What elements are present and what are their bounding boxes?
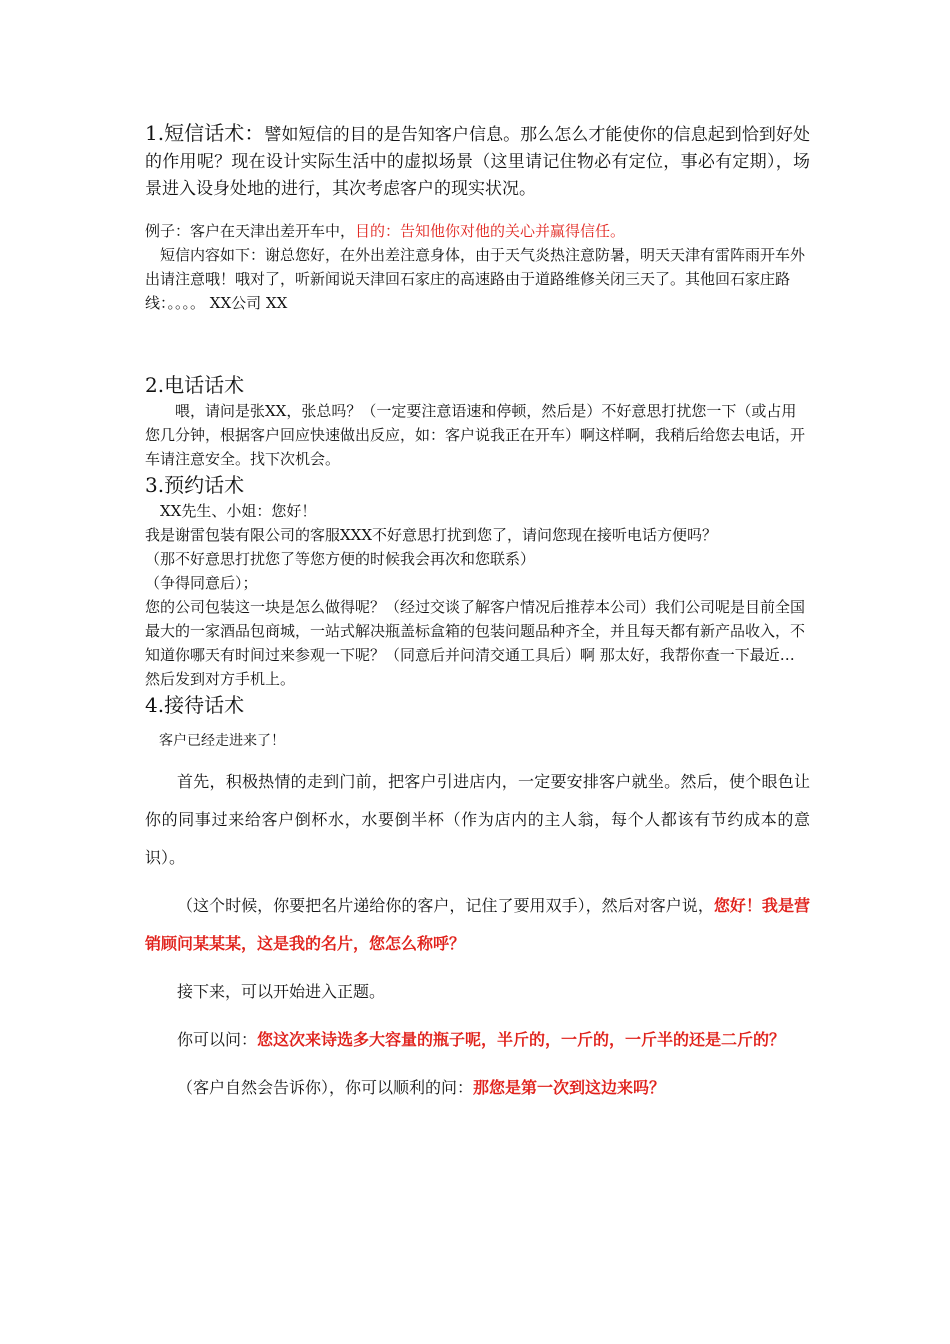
reception-p4: 接下来，可以开始进入正题。: [177, 982, 386, 1001]
section-sms-script: [145, 120, 810, 315]
reception-p3: [145, 887, 810, 963]
sms-intro-text: 譬如短信的目的是告知客户信息。那么怎么才能使你的信息起到恰到好处的作用呢？现在设计实际生活中的虚拟场景（这里请记住物必有定位，事必有定期），场景进入设身处地的进行，其次考虑客户的现实状况。: [145, 125, 811, 199]
sms-content-paragraph: 短信内容如下：谢总您好，在外出差注意身体，由于天气炎热注意防暑，明天天津有雷阵雨开车外出请注意哦！哦对了，听新闻说天津回石家庄的高速路由于道路维修关闭三天了。其他回石家庄路线：。。。。 XX公司 XX: [145, 246, 806, 312]
sms-intro-paragraph: [145, 120, 810, 203]
appointment-line-1: 我是谢雷包装有限公司的客服XXX不好意思打扰到您了，请问您现在接听电话方便吗？: [145, 526, 718, 544]
sms-example-goal: 目的：告知他你对他的关心并赢得信任。: [355, 222, 626, 240]
appointment-line-3: （争得同意后）；: [145, 574, 258, 592]
reception-p6-red: 那您是第一次到这边来吗？: [473, 1078, 666, 1097]
phone-text: 喂，请问是张XX，张总吗？（一定要注意语速和停顿，然后是）不好意思打扰您一下（或占用您几分钟，根据客户回应快速做出反应，如：客户说我正在开车）啊这样啊，我稍后给您去电话，开车请注意安全。找下次机会。: [145, 402, 806, 468]
section-appointment-script: [145, 471, 810, 691]
phone-heading: 2.电话话术: [145, 373, 245, 397]
reception-p5-red: 您这次来诗选多大容量的瓶子呢，半斤的，一斤的，一斤半的还是二斤的？: [257, 1030, 786, 1049]
section-reception-script: [145, 691, 810, 1107]
reception-heading: 4.接待话术: [145, 693, 245, 717]
reception-p5: [145, 1021, 810, 1059]
reception-p5-plain: 你可以问：: [177, 1030, 258, 1049]
reception-p1: 客户已经走进来了！: [159, 733, 285, 749]
sms-heading: 1.短信话术：: [145, 121, 265, 145]
reception-p6-plain: （客户自然会告诉你），你可以顺利的问：: [177, 1078, 474, 1097]
sms-example-prefix: 例子：客户在天津出差开车中，: [145, 222, 356, 240]
reception-p3-plain: （这个时候，你要把名片递给你的客户，记住了要用双手），然后对客户说，: [177, 896, 714, 915]
appointment-greeting: XX先生、小姐：您好！: [160, 502, 317, 520]
section-phone-script: [145, 371, 810, 471]
appointment-line-4: 您的公司包装这一块是怎么做得呢？（经过交谈了解客户情况后推荐本公司）我们公司呢是目前全国最大的一家酒品包商城，一站式解决瓶盖标盒箱的包装问题品种齐全，并且每天都有新产品收入，不知道你哪天有时间过来参观一下呢？（同意后并问清交通工具后）啊 那太好，我帮你查一下最近… 然后发到对方手机上。: [145, 598, 806, 688]
appointment-heading: 3.预约话术: [145, 473, 245, 497]
reception-p2: 首先，积极热情的走到门前，把客户引进店内，一定要安排客户就坐。然后，使个眼色让你的同事过来给客户倒杯水，水要倒半杯（作为店内的主人翁，每个人都该有节约成本的意识）。: [145, 772, 810, 867]
document-page: [145, 120, 810, 1107]
reception-p3-red: 您好！我是营销顾问某某某，这是我的名片，您怎么称呼？: [145, 896, 810, 953]
sms-example-paragraph: [145, 219, 810, 243]
appointment-line-2: （那不好意思打扰您了等您方便的时候我会再次和您联系）: [145, 550, 536, 568]
reception-p6: [145, 1069, 810, 1107]
